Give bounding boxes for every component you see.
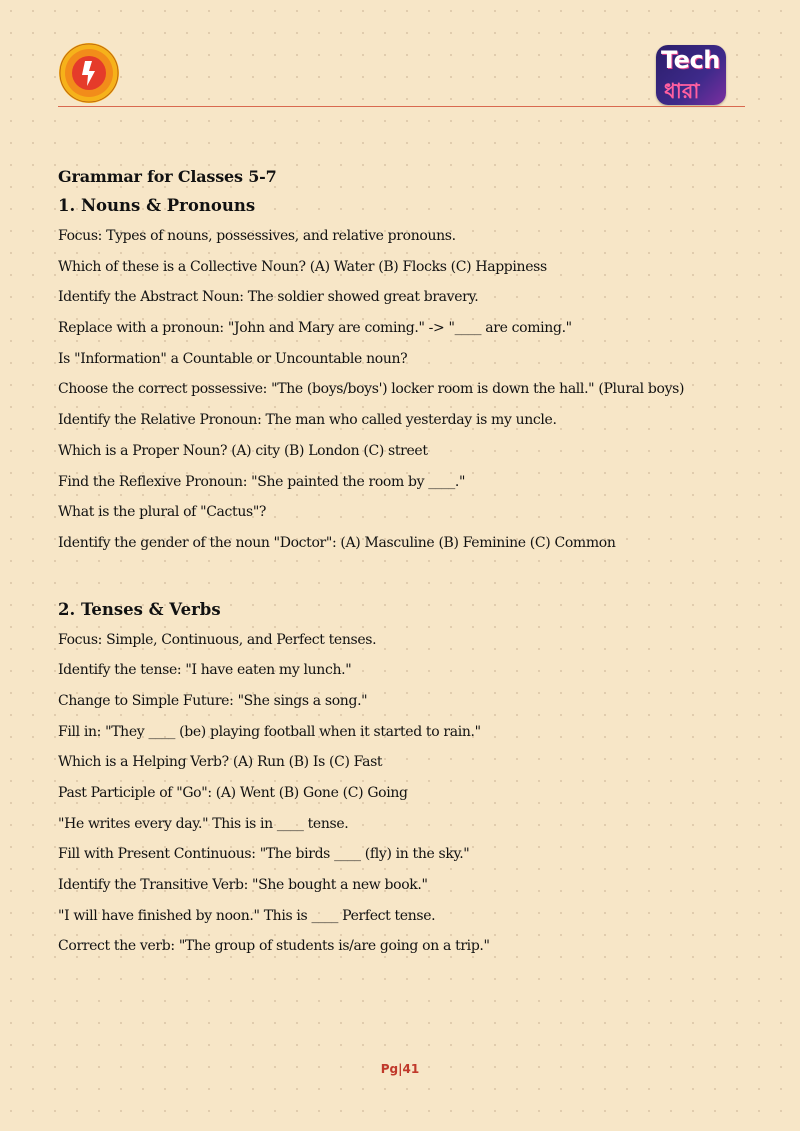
section-heading: 1. Nouns & Pronouns bbox=[58, 196, 256, 215]
question-line: Correct the verb: "The group of students is/are going on a trip." bbox=[58, 938, 490, 955]
question-line: Identify the gender of the noun "Doctor": (A) Masculine (B) Feminine (C) Common bbox=[58, 534, 616, 551]
section-focus: Focus: Simple, Continuous, and Perfect tenses. bbox=[58, 631, 377, 648]
question-line: Replace with a pronoun: "John and Mary are coming." -> "____ are coming." bbox=[58, 320, 572, 337]
tech-dhara-logo bbox=[656, 45, 726, 105]
question-line: Find the Reflexive Pronoun: "She painted the room by ____." bbox=[58, 473, 466, 490]
section-focus: Focus: Types of nouns, possessives, and relative pronouns. bbox=[58, 228, 456, 244]
document-title: Grammar for Classes 5-7 bbox=[58, 167, 277, 186]
question-line: Identify the Abstract Noun: The soldier showed great bravery. bbox=[58, 289, 479, 306]
question-line: Which is a Proper Noun? (A) city (B) London (C) street bbox=[58, 442, 428, 459]
question-line: Identify the Transitive Verb: "She bought a new book." bbox=[58, 877, 428, 894]
tech-dhara-logo-text-bottom: ধারা bbox=[664, 79, 700, 103]
question-line: Which of these is a Collective Noun? (A) Water (B) Flocks (C) Happiness bbox=[58, 258, 547, 275]
question-line: Fill with Present Continuous: "The birds ____ (fly) in the sky." bbox=[58, 846, 470, 863]
question-line: "I will have finished by noon." This is ____ Perfect tense. bbox=[58, 907, 436, 924]
section-nouns-pronouns bbox=[58, 190, 758, 559]
tech-dhara-logo-text-top: Tech bbox=[661, 46, 720, 74]
techno-india-logo-icon bbox=[58, 42, 120, 104]
section-gap bbox=[58, 559, 758, 594]
techno-india-logo bbox=[58, 42, 120, 104]
question-line: Choose the correct possessive: "The (boys/boys') locker room is down the hall." (Plural boys) bbox=[58, 381, 685, 398]
section-heading: 2. Tenses & Verbs bbox=[58, 599, 221, 619]
question-line: "He writes every day." This is in ____ tense. bbox=[58, 815, 349, 832]
question-line: Is "Information" a Countable or Uncountable noun? bbox=[58, 350, 408, 367]
question-line: Which is a Helping Verb? (A) Run (B) Is (C) Fast bbox=[58, 754, 383, 771]
page-number: Pg|41 bbox=[380, 1062, 420, 1076]
section-tenses-verbs bbox=[58, 594, 758, 963]
question-line: Identify the tense: "I have eaten my lunch." bbox=[58, 662, 352, 679]
question-line: Fill in: "They ____ (be) playing football when it started to rain." bbox=[58, 723, 481, 740]
header-divider bbox=[58, 106, 745, 107]
document-body bbox=[58, 164, 758, 962]
question-line: Change to Simple Future: "She sings a song." bbox=[58, 692, 368, 709]
question-line: What is the plural of "Cactus"? bbox=[58, 504, 267, 521]
question-line: Identify the Relative Pronoun: The man who called yesterday is my uncle. bbox=[58, 412, 557, 429]
question-line: Past Participle of "Go": (A) Went (B) Gone (C) Going bbox=[58, 785, 408, 801]
